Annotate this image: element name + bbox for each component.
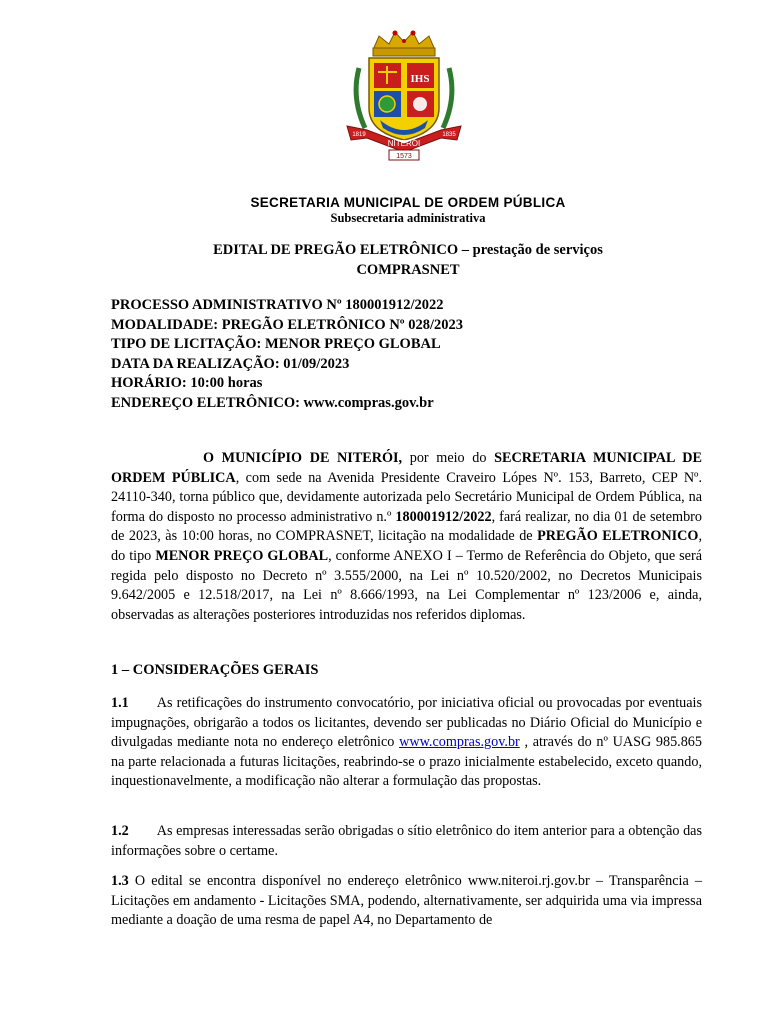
process-info-block — [111, 296, 463, 413]
processo-line: PROCESSO ADMINISTRATIVO Nº 180001912/2022 — [111, 297, 444, 313]
paragraph-1-1-text-a: As retificações do instrumento convocatório, por iniciativa oficial ou provocadas por eventuais impugnações, obrigarão a todos os licitantes, devendo ser publicadas no Diário Oficial do Município e divulgadas mediante nota no endereço eletrônico — [111, 695, 702, 751]
crest-motto: NITERÓI — [387, 139, 421, 148]
tipo-line: TIPO DE LICITAÇÃO: MENOR PREÇO GLOBAL — [111, 336, 441, 352]
intro-text-3: , fará realizar, no dia 01 de setembro de 2023, às 10:00 horas, no COMPRASNET, licitação na modalidade de — [111, 508, 702, 545]
intro-secretaria: SECRETARIA MUNICIPAL DE ORDEM PÚBLICA — [111, 450, 703, 486]
section-1-heading: 1 – CONSIDERAÇÕES GERAIS — [111, 662, 319, 678]
horario-line: HORÁRIO: 10:00 horas — [111, 375, 263, 391]
crest-ribbon-left: 1819 — [352, 132, 366, 138]
paragraph-1-1-number: 1.1 — [111, 695, 129, 711]
endereco-line: ENDEREÇO ELETRÔNICO: www.compras.gov.br — [111, 394, 434, 411]
svg-text:IHS: IHS — [410, 73, 430, 85]
paragraph-1-2 — [111, 822, 702, 861]
crest-ribbon-right: 1835 — [442, 132, 456, 138]
paragraph-1-2-text: As empresas interessadas serão obrigadas o sítio eletrônico do item anterior para a obtenção das informações sobre o certame. — [111, 823, 702, 859]
secretaria-title: SECRETARIA MUNICIPAL DE ORDEM PÚBLICA — [250, 195, 566, 210]
compras-gov-link[interactable]: www.compras.gov.br — [399, 734, 520, 751]
crest-year: 1573 — [396, 153, 412, 160]
data-line: DATA DA REALIZAÇÃO: 01/09/2023 — [111, 355, 350, 372]
intro-tipo: MENOR PREÇO GLOBAL — [155, 547, 329, 564]
paragraph-1-3 — [111, 872, 702, 931]
intro-municipio: O MUNICÍPIO DE NITERÓI, — [203, 450, 403, 466]
paragraph-1-1-text-b: , através do nº UASG 985.865 na parte relacionada a futuras licitações, reabrindo-se o prazo inicialmente estabelecido, exceto quando, inquestionavelmente, a modificação não alterar a formulação das propostas. — [111, 734, 702, 790]
intro-text-1: por meio do — [402, 450, 495, 466]
modalidade-line: MODALIDADE: PREGÃO ELETRÔNICO Nº 028/2023 — [111, 316, 464, 333]
niteroi-coat-of-arms-logo — [345, 28, 463, 163]
paragraph-1-1 — [111, 694, 702, 792]
subsecretaria-title: Subsecretaria administrativa — [330, 211, 486, 225]
paragraph-1-3-number: 1.3 — [111, 873, 129, 889]
intro-modalidade: PREGÃO ELETRONICO — [537, 528, 699, 545]
intro-text-2: , com sede na Avenida Presidente Craveiro Lópes Nº. 153, Barreto, CEP Nº. 24110-340, torna público que, devidamente autorizada pelo Secretário Municipal de Ordem Pública, na forma do disposto no processo administrativo n.º — [111, 469, 703, 525]
intro-text-4: , do tipo — [111, 528, 702, 564]
edital-line-1: EDITAL DE PREGÃO ELETRÔNICO – prestação de serviços — [213, 242, 603, 258]
edital-line-2: COMPRASNET — [356, 262, 460, 278]
intro-processo: 180001912/2022 — [395, 508, 492, 525]
intro-paragraph — [111, 449, 702, 625]
edital-heading — [0, 240, 770, 280]
paragraph-1-3-text: O edital se encontra disponível no endereço eletrônico www.niteroi.rj.gov.br – Transparência – Licitações em andamento - Licitações SMA, podendo, alternativamente, ser adquirida uma via impressa mediante a doação de uma resma de papel A4, no Departamento de — [111, 873, 702, 929]
paragraph-1-2-number: 1.2 — [111, 823, 129, 839]
intro-text-5: , conforme ANEXO I – Termo de Referência do Objeto, que será regida pelo disposto no Decreto nº 3.555/2000, na Lei nº 10.520/2002, no Decretos Municipais 9.642/2005 e 12.518/2017, na Lei nº 8.666/1993, na Lei Complementar nº 123/2006 e, ainda, observadas as alterações posteriores introduzidas nos referidos diplomas. — [111, 547, 702, 623]
